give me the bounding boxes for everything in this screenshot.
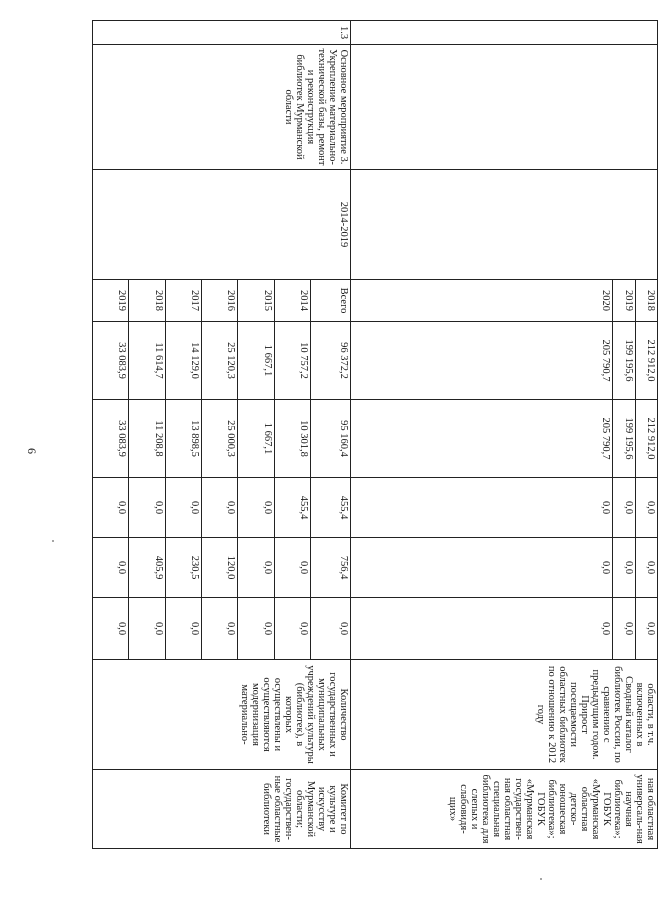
scan-speck (540, 878, 542, 880)
regional-cell: 212 912,0 (635, 400, 657, 478)
municipal-cell: 120,0 (201, 538, 237, 598)
indicator-cell: области, в т.ч. включенных в Сводный каталог библиотек России, по сравнению с предыдущим годом. Прирост посещаемости областных библиотек по отношению к 2012 году (351, 660, 658, 770)
municipal-cell: 230,5 (165, 538, 201, 598)
total-cell: 96 372,2 (310, 322, 351, 400)
municipal-cell: 0,0 (238, 538, 274, 598)
year-cell: 2018 (635, 280, 657, 322)
regional-cell: 199 195,6 (613, 400, 635, 478)
year-cell: 2019 (93, 280, 129, 322)
federal-cell: 0,0 (351, 478, 613, 538)
section-indicator-cell: Количество государственных и муниципальных учреждений культуры (библиотек), в которых осуществлены и осуществляются модернизация материально- (93, 660, 351, 770)
year-cell: 2015 (238, 280, 274, 322)
total-cell: 33 083,9 (93, 322, 129, 400)
section-number-cell: 1.3 (93, 21, 351, 45)
year-cell: 2018 (129, 280, 165, 322)
regional-cell: 13 898,5 (165, 400, 201, 478)
regional-cell: 205 790,7 (351, 400, 613, 478)
regional-cell: 33 083,9 (93, 400, 129, 478)
section-executor-cell: Комитет по культуре и искусству Мурманской области; государствен-ные областные библиотеки (93, 770, 351, 849)
rotated-table-container (92, 20, 658, 848)
landscape-table (92, 20, 658, 848)
municipal-cell: 756,4 (310, 538, 351, 598)
federal-cell: 455,4 (274, 478, 310, 538)
total-cell: 212 912,0 (635, 322, 657, 400)
federal-cell: 0,0 (201, 478, 237, 538)
total-cell: 10 757,2 (274, 322, 310, 400)
other-cell: 0,0 (201, 598, 237, 660)
regional-cell: 11 208,8 (129, 400, 165, 478)
table-row (635, 21, 657, 849)
federal-cell: 0,0 (129, 478, 165, 538)
municipal-cell: 0,0 (635, 538, 657, 598)
year-cell: 2019 (613, 280, 635, 322)
year-cell: 2014 (274, 280, 310, 322)
total-cell: 205 790,7 (351, 322, 613, 400)
total-cell: 14 129,0 (165, 322, 201, 400)
federal-cell: 0,0 (165, 478, 201, 538)
year-cell: 2017 (165, 280, 201, 322)
year-cell: Всего (310, 280, 351, 322)
year-cell: 2016 (201, 280, 237, 322)
other-cell: 0,0 (274, 598, 310, 660)
total-cell: 25 120,3 (201, 322, 237, 400)
prev-period-cell (351, 170, 658, 280)
year-cell: 2020 (351, 280, 613, 322)
federal-cell: 0,0 (238, 478, 274, 538)
other-cell: 0,0 (238, 598, 274, 660)
municipal-cell: 0,0 (93, 538, 129, 598)
page-number: 6 (25, 448, 39, 454)
scan-speck (52, 540, 54, 542)
municipal-cell: 405,9 (129, 538, 165, 598)
other-cell: 0,0 (613, 598, 635, 660)
municipal-cell: 0,0 (613, 538, 635, 598)
section-name-cell: Основное мероприятие 3. Укрепление материально-технической базы, ремонт и реконструкция библиотек Мурманской области (93, 45, 351, 170)
federal-cell: 455,4 (310, 478, 351, 538)
section-period-cell: 2014-2019 (93, 170, 351, 280)
municipal-cell: 0,0 (274, 538, 310, 598)
federal-cell: 0,0 (93, 478, 129, 538)
regional-cell: 95 160,4 (310, 400, 351, 478)
other-cell: 0,0 (165, 598, 201, 660)
municipal-cell: 0,0 (351, 538, 613, 598)
federal-cell: 0,0 (635, 478, 657, 538)
program-table (92, 20, 658, 849)
other-cell: 0,0 (635, 598, 657, 660)
other-cell: 0,0 (351, 598, 613, 660)
other-cell: 0,0 (129, 598, 165, 660)
total-cell: 11 614,7 (129, 322, 165, 400)
regional-cell: 1 667,1 (238, 400, 274, 478)
prev-number-cell (351, 21, 658, 45)
other-cell: 0,0 (310, 598, 351, 660)
total-cell: 1 667,1 (238, 322, 274, 400)
federal-cell: 0,0 (613, 478, 635, 538)
executor-cell: ная областная универсаль-ная научная библиотека»; ГОБУК «Мурманская областная детско-юношеская библиотека»; ГОБУК «Мурманская государствен-ная областная специальная библиотека для слепых и слабовидя-щих» (351, 770, 658, 849)
other-cell: 0,0 (93, 598, 129, 660)
table-row (310, 21, 351, 849)
total-cell: 199 195,6 (613, 322, 635, 400)
regional-cell: 25 000,3 (201, 400, 237, 478)
regional-cell: 10 301,8 (274, 400, 310, 478)
prev-name-cell (351, 45, 658, 170)
